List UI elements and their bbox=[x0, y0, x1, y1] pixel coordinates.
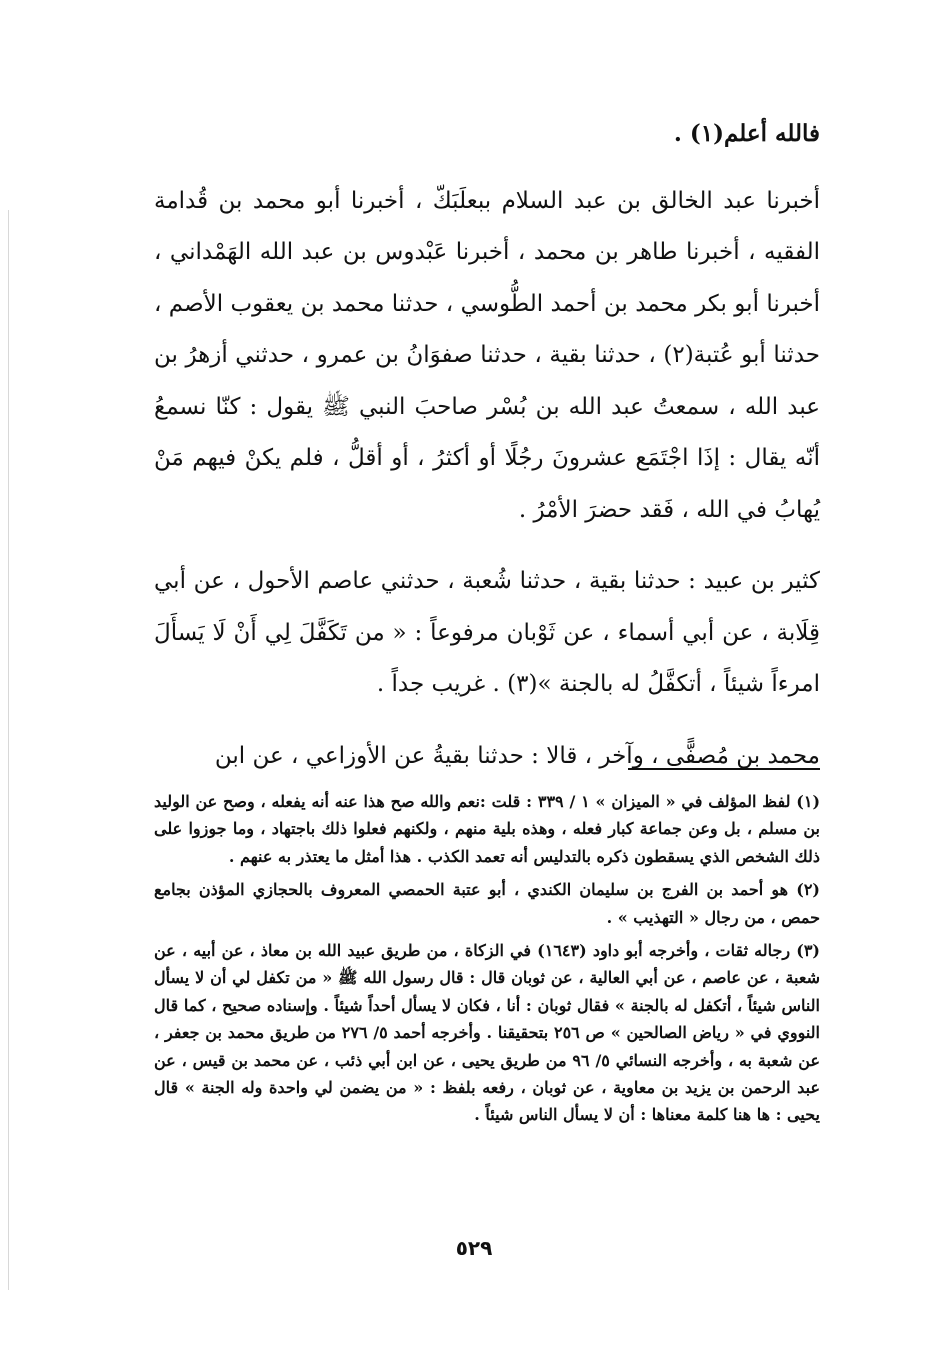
paragraph-3: محمد بن مُصفًّى ، وآخر ، قالا : حدثنا بقيةُ عن الأوزاعي ، عن ابن bbox=[214, 742, 820, 769]
page-number: ٥٢٩ bbox=[455, 1236, 493, 1260]
footnote-3: (٣) رجاله ثقات ، وأخرجه أبو داود (١٦٤٣) في الزكاة ، من طريق عبيد الله بن معاذ ، عن أبيه ، عن شعبة ، عن عاصم ، عن أبي العالية ، عن ثوبان قال : قال رسول الله ﷺ « من تكفل لي أن لا يسأل الناس شيئاً ، أتكفل له بالجنة » فقال ثوبان : أنا ، فكان لا يسأل أحداً شيئاً . وإسناده صحيح ، كما قال النووي في « رياض الصالحين » ص ٢٥٦ بتحقيقنا . وأخرجه أحمد ٥/ ٢٧٦ من طريق محمد بن جعفر ، عن شعبة به ، وأخرجه النسائي ٥/ ٩٦ من طريق يحيى ، عن ابن أبي ذئب ، عن محمد بن قيس ، عن عبد الرحمن بن يزيد بن معاوية ، عن ثوبان ، رفعه بلفظ : « من يضمن لي واحدة وله الجنة » قال يحيى : ها هنا كلمة معناها : أن لا يسأل الناس شيئاً . bbox=[154, 941, 820, 1125]
footnote-1: (١) لفظ المؤلف في « الميزان » ١ / ٣٣٩ : قلت :نعم والله صح هذا عنه أنه يفعله ، وصح عن الوليد بن مسلم ، بل وعن جماعة كبار فعله ، وهذه بلية منهم ، ولكنهم فعلوا ذلك باجتهاد ، وما جوزوا على ذلك الشخص الذي يسقطون ذكره بالتدليس أنه تعمد الكذب . هذا أمثل ما يعتذر به عنهم . bbox=[154, 792, 821, 866]
footnotes bbox=[154, 788, 820, 1135]
page-edge-line bbox=[8, 210, 9, 1290]
footnote-separator bbox=[628, 768, 820, 770]
footnote-2: (٢) هو أحمد بن الفرج بن سليمان الكندي ، أبو عتبة الحمصي المعروف بالحجازي المؤذن بجامع حمص ، من رجال « التهذيب » . bbox=[154, 880, 820, 927]
main-text bbox=[154, 108, 820, 782]
paragraph-2: كثير بن عبيد : حدثنا بقية ، حدثنا شُعبة ، حدثني عاصم الأحول ، عن أبي قِلَابة ، عن أبي أسماء ، عن ثَوْبان مرفوعاً : « من تَكَفَّلَ لِي أَنْ لَا يَسأَلَ امرءاً شيئاً ، أتكفَّلُ له بالجنة »(٣) . غريب جداً . bbox=[154, 568, 820, 697]
opening-line: فالله أعلم(١) . bbox=[673, 120, 820, 147]
paragraph-1: أخبرنا عبد الخالق بن عبد السلام ببعلَبَكّ ، أخبرنا أبو محمد بن قُدامة الفقيه ، أخبرنا طاهر بن محمد ، أخبرنا عَبْدوس بن عبد الله الهَمْداني ، أخبرنا أبو بكر محمد بن أحمد الطُّوسي ، حدثنا محمد بن يعقوب الأصم ، حدثنا أبو عُتبة(٢) ، حدثنا بقية ، حدثنا صفوَانُ بن عمرو ، حدثني أزهرُ بن عبد الله ، سمعتُ عبد الله بن بُسْر صاحبَ النبي ﷺ يقول : كنّا نسمعُ أنّه يقال : إذَا اجْتَمَع عشرونَ رجُلًا أو أكثرُ ، أو أقلُّ ، فلم يكنْ فيهم مَنْ يُهابُ في الله ، فَقد حضرَ الأمْرُ . bbox=[154, 187, 820, 523]
